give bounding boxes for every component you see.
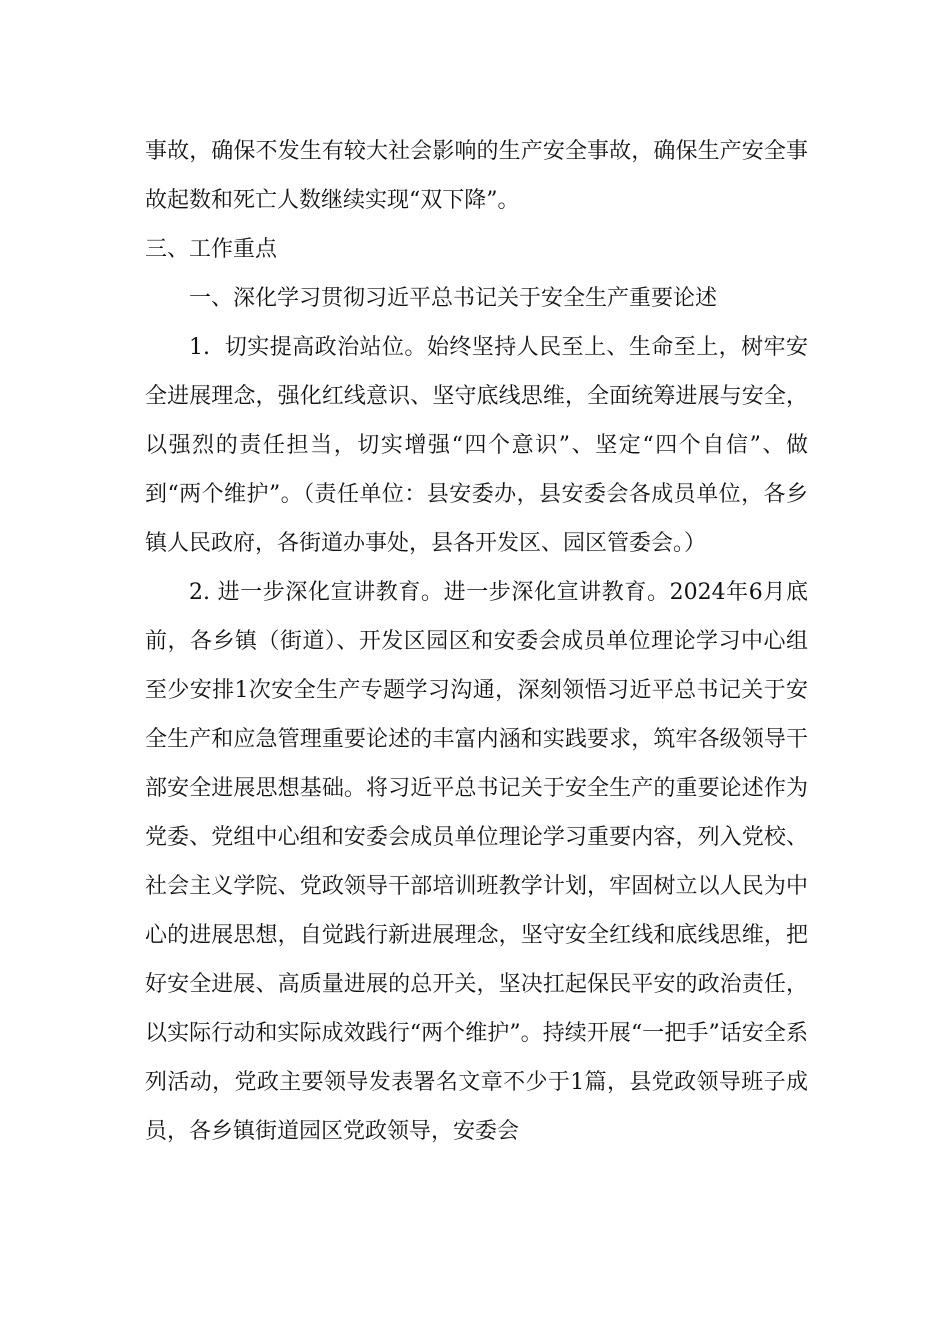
subsection-heading: 一、深化学习贯彻习近平总书记关于安全生产重要论述 xyxy=(189,286,718,311)
paragraph-continuation: 事故，确保不发生有较大社会影响的生产安全事故，确保生产安全事故起数和死亡人数继续实现“双下降”。 xyxy=(145,139,808,213)
paragraph-item-2: 2. 进一步深化宣讲教育。进一步深化宣讲教育。2024年6月底前，各乡镇（街道）、开发区园区和安委会成员单位理论学习中心组至少安排1次安全生产专题学习沟通，深刻领悟习近平总书记关于安全生产和应急管理重要论述的丰富内涵和实践要求，筑牢各级领导干部安全进展思想基础。将习近平总书记关于安全生产的重要论述作为党委、党组中心组和安委会成员单位理论学习重要内容，列入党校、社会主义学院、党政领导干部培训班教学计划，牢固树立以人民为中心的进展思想，自觉践行新进展理念，坚守安全红线和底线思维，把好安全进展、高质量进展的总开关，坚决扛起保民平安的政治责任，以实际行动和实际成效践行“两个维护”。持续开展“一把手”话安全系列活动，党政主要领导发表署名文章不少于1篇，县党政领导班子成员，各乡镇街道园区党政领导，安委会 xyxy=(145,580,808,1144)
section-heading: 三、工作重点 xyxy=(145,237,278,262)
paragraph-item-1: 1. 切实提高政治站位。始终坚持人民至上、生命至上，树牢安全进展理念，强化红线意识、坚守底线思维，全面统筹进展与安全，以强烈的责任担当，切实增强“四个意识”、坚定“四个自信”、做到“两个维护”。（责任单位：县安委办，县安委会各成员单位，各乡镇人民政府，各街道办事处，县各开发区、园区管委会。） xyxy=(145,335,808,556)
document-body xyxy=(145,127,808,1156)
